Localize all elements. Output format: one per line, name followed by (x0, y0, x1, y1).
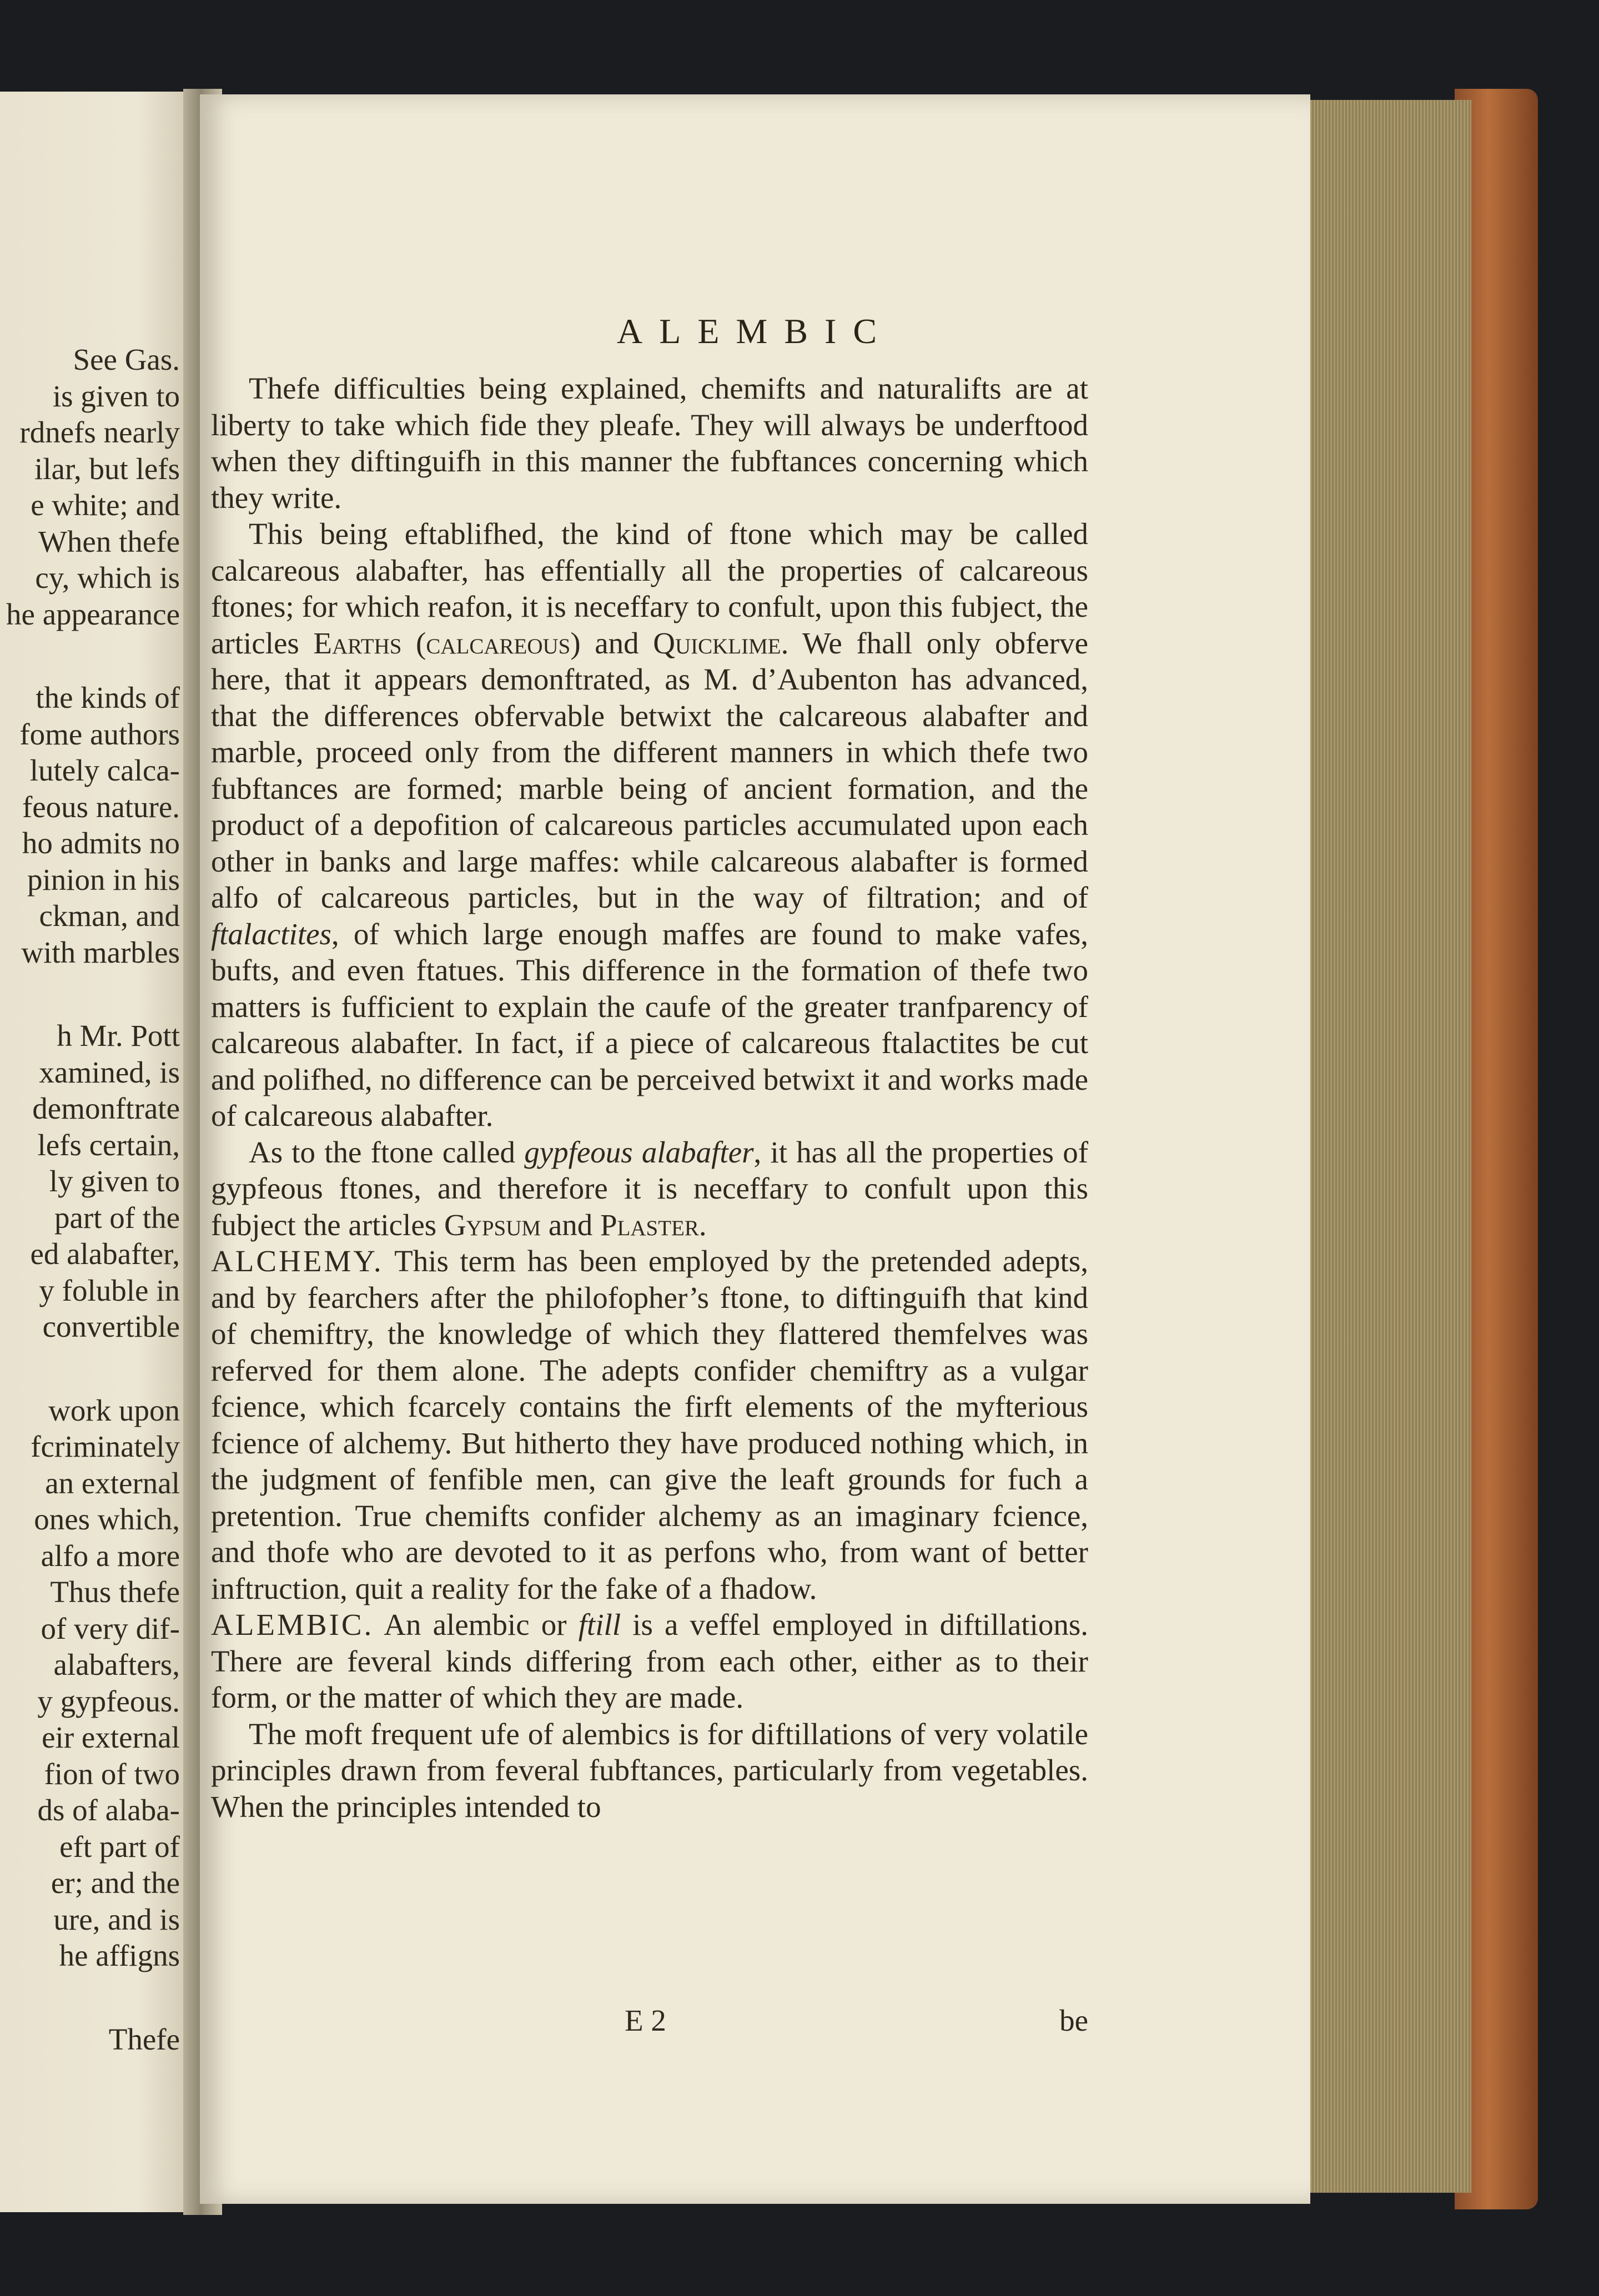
catchword: be (1059, 2003, 1088, 2037)
left-page-line: Thefe (108, 2022, 180, 2056)
left-page-line: lefs certain, (37, 1127, 180, 1162)
left-page-text (0, 341, 183, 2057)
left-page-line: pinion in his (27, 862, 180, 897)
italic-gypseous-alabaster: gypfeous alabafter (524, 1135, 754, 1169)
left-page-line: alabafters, (53, 1648, 180, 1681)
paragraph-2 (211, 516, 1088, 1134)
left-page-line (0, 1974, 183, 2021)
left-page-line: alfo a more (41, 1538, 180, 1573)
body-text (211, 370, 1088, 1825)
italic-stalactites: ftalactites (211, 917, 331, 951)
left-page-line: e white; and (31, 488, 180, 522)
left-page-line: he appearance (6, 597, 180, 631)
left-page-line: y foluble in (39, 1273, 180, 1307)
left-page-line: h Mr. Pott (57, 1019, 180, 1053)
left-page-line: fome authors (19, 717, 180, 751)
paragraph-6: The moft frequent ufe of alembics is for diftillations of very volatile principles drawn from feveral fubftances, particularly from vegetables. When the principles intended to (211, 1716, 1088, 1824)
left-page-line: feous nature. (22, 789, 180, 824)
entry-heading-alchemy: ALCHEMY. (211, 1244, 384, 1278)
left-page-line: with marbles (21, 935, 180, 969)
left-page-line (0, 1345, 183, 1392)
p3-text-a: As to the ftone called (249, 1135, 525, 1169)
p2-text-d: , of which large enough maffes are found to make vafes, bufts, and even ftatues. This difference in the formation of thefe two matters is fufficient to explain the caufe of the greater tranfparency of calcareous alabafter. In fact, if a piece of calcareous ftalactites be cut and polifhed, no difference can be perceived betwixt it and works made of calcareous alabafter. (211, 917, 1088, 1132)
left-page-line: part of the (54, 1200, 180, 1235)
left-page-line: work upon (48, 1393, 180, 1427)
left-page-line: ds of alaba- (37, 1793, 180, 1827)
paragraph-3 (211, 1134, 1088, 1243)
left-page-line: ckman, and (39, 899, 180, 933)
left-page-line: cy, which is (35, 561, 180, 595)
left-page-line: eft part of (59, 1829, 180, 1864)
left-page-line: eir external (42, 1720, 180, 1754)
left-page-line: ones which, (34, 1502, 180, 1536)
paragraph-alchemy (211, 1243, 1088, 1607)
italic-still: ftill (578, 1608, 621, 1642)
left-page-line: an external (45, 1466, 180, 1500)
left-page-line: the kinds of (36, 681, 180, 714)
p2-text-a: This being eftablifhed, the kind of ftone which may be called calcareous alabafter, has effentially all the properties of calcareous ftones; for which reafon, it is neceffary to confult, upon this fubject, the articles (211, 517, 1088, 660)
left-page-line: rdnefs nearly (19, 415, 180, 449)
left-page-line: convertible (42, 1310, 180, 1343)
left-page-line: fcriminately (31, 1429, 180, 1463)
left-page-line: When thefe (38, 524, 180, 558)
left-page-line: he affigns (59, 1938, 180, 1972)
p5-text-b: is a veffel employed in diftillations. There are feveral kinds differing from each other, either as to their form, or the matter of which they are made. (211, 1608, 1089, 1714)
left-page-line: Thus thefe (50, 1575, 180, 1609)
entry-heading-alembic: ALEMBIC. (211, 1608, 374, 1642)
left-page-line: ed alabafter, (30, 1237, 180, 1271)
left-page-line: demonftrate (32, 1091, 180, 1125)
left-page-line: fion of two (44, 1756, 180, 1791)
left-page-line: er; and the (51, 1866, 180, 1900)
ref-quicklime: Quicklime (653, 626, 781, 660)
ref-gypsum: Gypsum (444, 1207, 541, 1242)
paragraph-alembic (211, 1607, 1088, 1716)
ref-plaster: Plaster (600, 1207, 699, 1242)
left-page-line: ilar, but lefs (34, 451, 180, 486)
p5-text-a: An alembic or (374, 1608, 579, 1642)
left-page-line: is given to (52, 379, 180, 413)
left-page-line (0, 632, 183, 679)
running-head: ALEMBIC (617, 311, 893, 351)
left-page (0, 92, 197, 2212)
left-page-line: lutely calca- (29, 753, 180, 787)
left-page-line: ure, and is (53, 1902, 180, 1936)
page-footer (211, 2003, 1088, 2042)
left-page-line: ho admits no (22, 826, 180, 860)
ref-earths: Earths (calcareous) (313, 626, 581, 660)
p4-text: This term has been employed by the pretended adepts, and by fearchers after the philofopher’s ftone, to diftinguifh that kind of chemiftry, the knowledge of which they flattered themfelves was referved for them alone. The adepts confider chemiftry as a vulgar fcience, which fcarcely contains the firft elements of the myfterious fcience of alchemy. But hitherto they have produced nothing which, in the judgment of fenfible men, can give the leaft grounds for fuch a pretention. True chemifts confider alchemy as an imaginary fcience, and thofe who are devoted to it as perfons who, from want of better inftruction, quit a reality for the fake of a fhadow. (211, 1244, 1088, 1605)
left-page-line: y gypfeous. (37, 1684, 180, 1718)
p2-text-c: . We fhall only obferve here, that it appears demonftrated, as M. d’Aubenton has advanced, that the differences obfervable betwixt the calcareous alabafter and marble, proceed only from the different manners in which thefe two fubftances are formed; marble being of ancient formation, and the product of a depofition of calcareous particles accumulated upon each other in banks and large maffes: while calcareous alabafter is formed alfo of calcareous particles, but in the way of filtration; and of (211, 626, 1088, 914)
page-block-edge (1305, 100, 1471, 2193)
left-page-line (0, 970, 183, 1018)
p2-text-b: and (580, 626, 653, 660)
left-page-line: ly given to (49, 1164, 180, 1198)
p3-text-d: . (698, 1207, 707, 1242)
left-page-line: of very dif- (41, 1611, 180, 1645)
p3-text-c: and (541, 1207, 600, 1242)
left-page-line: See Gas. (73, 343, 180, 376)
left-page-line: xamined, is (39, 1055, 180, 1089)
signature-mark: E 2 (625, 2003, 666, 2037)
p3-text-b: , it has all the properties of gypfeous ftones, and therefore it is neceffary to confult upon this fubject the articles (211, 1135, 1089, 1242)
paragraph-1: Thefe difficulties being explained, chemifts and naturalifts are at liberty to take which fide they pleafe. They will always be underftood when they diftinguifh in this manner the fubftances concerning which they write. (211, 371, 1088, 515)
